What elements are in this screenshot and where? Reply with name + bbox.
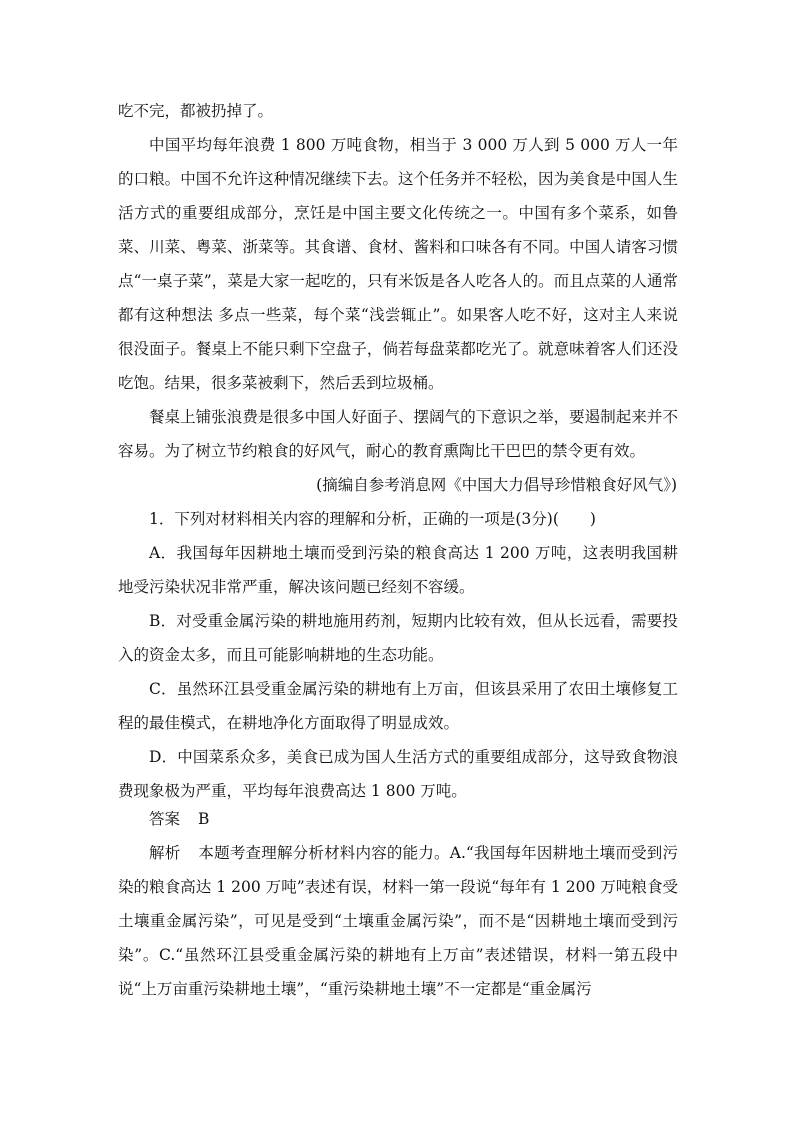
answer-label: 答案 <box>149 810 181 828</box>
answer-value: B <box>198 810 210 828</box>
option-a: A．我国每年因耕地土壤而受到污染的粮食高达 1 200 万吨，这表明我国耕地受污染状况非常严重，解决该问题已经刻不容缓。 <box>118 544 678 596</box>
passage-paragraph: 吃不完，都被扔掉了。 <box>118 102 274 120</box>
option-c: C．虽然环江县受重金属污染的耕地有上万亩，但该县采用了农田土壤修复工程的最佳模式，在耕地净化方面取得了明显成效。 <box>118 680 678 732</box>
source-citation: (摘编自参考消息网《中国大力倡导珍惜粮食好风气》) <box>316 476 677 494</box>
analysis-text: 本题考查理解分析材料内容的能力。A.“我国每年因耕地土壤而受到污染的粮食高达 1 200 万吨”表述有误，材料一第一段说“每年有 1 200 万吨粮食受土壤重金属污染”，可见是受到“土壤重金属污染”，而不是“因耕地土壤而受到污染”。C.“虽然环江县受重金属污染的耕地有上万亩”表述错误，材料一第五段中说“上万亩重污染耕地土壤”，“重污染耕地土壤”不一定都是“重金属污 <box>118 844 678 998</box>
analysis-paragraph <box>118 836 678 1006</box>
option-d: D．中国菜系众多，美食已成为国人生活方式的重要组成部分，这导致食物浪费现象极为严重，平均每年浪费高达 1 800 万吨。 <box>118 748 678 800</box>
analysis-label: 解析 <box>149 844 181 862</box>
question-stem: 1．下列对材料相关内容的理解和分析，正确的一项是(3分)( ) <box>149 510 596 528</box>
passage-paragraph: 餐桌上铺张浪费是很多中国人好面子、摆阔气的下意识之举，要遏制起来并不容易。为了树立节约粮食的好风气，耐心的教育熏陶比干巴巴的禁令更有效。 <box>118 408 678 460</box>
passage-paragraph: 中国平均每年浪费 1 800 万吨食物，相当于 3 000 万人到 5 000 万人一年的口粮。中国不允许这种情况继续下去。这个任务并不轻松，因为美食是中国人生活方式的重要组成部分，烹饪是中国主要文化传统之一。中国有多个菜系，如鲁菜、川菜、粤菜、浙菜等。其食谱、食材、酱料和口味各有不同。中国人请客习惯点“一桌子菜”，菜是大家一起吃的，只有米饭是各人吃各人的。而且点菜的人通常都有这种想法 多点一些菜，每个菜“浅尝辄止”。如果客人吃不好，这对主人来说很没面子。餐桌上不能只剩下空盘子，倘若每盘菜都吃光了。就意味着客人们还没吃饱。结果，很多菜被剩下，然后丢到垃圾桶。 <box>118 136 678 392</box>
answer-line <box>118 802 678 836</box>
option-b: B．对受重金属污染的耕地施用药剂，短期内比较有效，但从长远看，需要投入的资金太多，而且可能影响耕地的生态功能。 <box>118 612 678 664</box>
